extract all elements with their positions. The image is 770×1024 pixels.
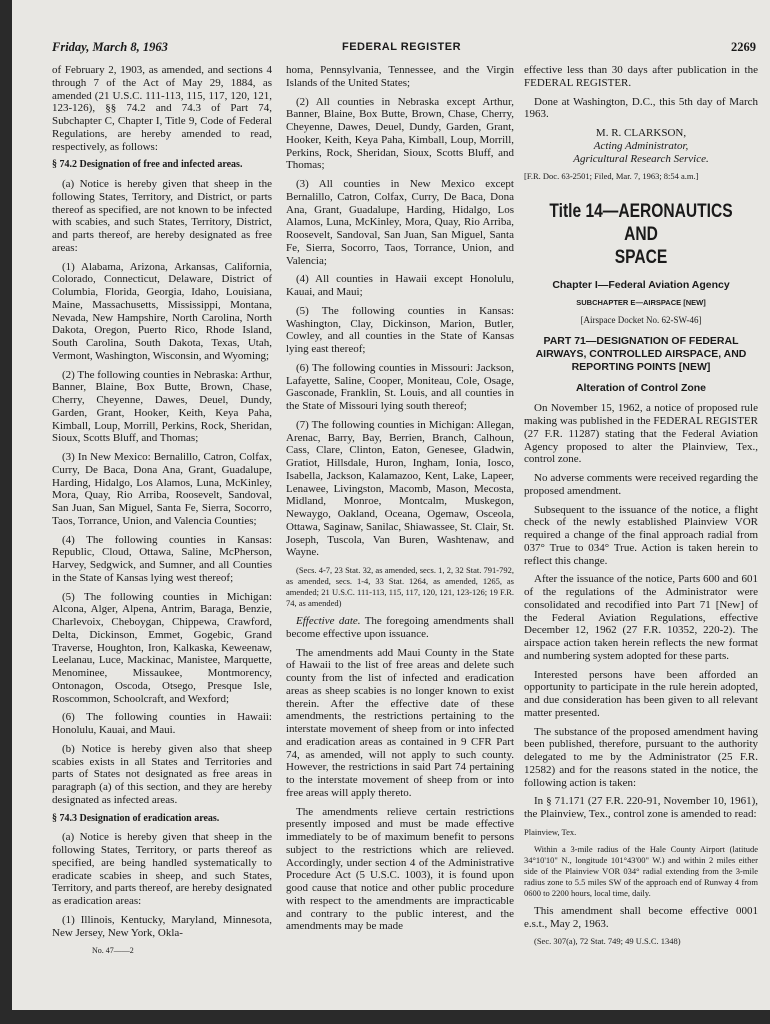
signature-title-2: Agricultural Research Service. bbox=[573, 152, 709, 165]
paragraph: (a) Notice is hereby given that sheep in the following States, Territory, and District, or parts thereof as specified, are not known to be infected with scabies, and such States, Territory, District, and parts thereof, are hereby designated as free areas: bbox=[52, 178, 272, 254]
paragraph: In § 71.171 (27 F.R. 220-91, November 10, 1961), the Plainview, Tex., control zone is amended to read: bbox=[524, 795, 758, 820]
paragraph: (7) The following counties in Michigan: Allegan, Arenac, Barry, Bay, Berrien, Branch, Calhoun, Cass, Clare, Clinton, Eaton, Genesee, Gladwin, Gratiot, Hillsdale, Huron, Ingham, Ionia, Iosco, Isabella, Jackson, Kalamazoo, Kent, Lake, Lapeer, Lenawee, Livingston, Macomb, Mason, Mecosta, Midland, Monroe, Montcalm, Muskegon, Newaygo, Oakland, Oceana, Ogemaw, Osceola, Ottawa, Saginaw, Sanilac, Shiawassee, St. Clair, St. Joseph, Tuscola, Van Buren, Washtenaw, and Wayne. bbox=[286, 418, 514, 559]
paragraph: (1) Alabama, Arizona, Arkansas, California, Colorado, Connecticut, Delaware, District of Columbia, Florida, Georgia, Idaho, Louisiana, Maine, Massachusetts, Mississippi, Montana, Nevada, New Hampshire, North Carolina, North Dakota, Oregon, Puerto Rico, Rhode Island, South Carolina, South Dakota, Texas, Utah, Vermont, Washington, Wisconsin, and Wyoming; bbox=[52, 260, 272, 362]
page-footer-number: No. 47——2 bbox=[92, 946, 134, 956]
paragraph: homa, Pennsylvania, Tennessee, and the Virgin Islands of the United States; bbox=[286, 64, 514, 89]
page-header bbox=[52, 40, 756, 56]
signature-name: M. R. CLARKSON, bbox=[595, 127, 687, 139]
paragraph: effective less than 30 days after publication in the FEDERAL REGISTER. bbox=[524, 64, 758, 89]
document-page bbox=[12, 0, 770, 1010]
paragraph: Interested persons have been afforded an opportunity to participate in the rule herein adopted, and due consideration has been given to all relevant matter presented. bbox=[524, 668, 758, 719]
paragraph: of February 2, 1903, as amended, and sections 4 through 7 of the Act of May 29, 1884, as amended (21 U.S.C. 111-113, 115, 117, 120, 121, 123-126), §§ 74.2 and 74.3 of Part 74, Subchapter C, Chapter I, Title 9, Code of Federal Regulations, are hereby amended to read, respectively, as follows: bbox=[52, 64, 272, 153]
paragraph: Subsequent to the issuance of the notice, a flight check of the newly established Plainview VOR required a change of the final approach radial from 037° True to 034° True. Action is taken herein to reflect this change. bbox=[524, 503, 758, 567]
title-14-line-1: Title 14—AERONAUTICS AND bbox=[549, 201, 733, 246]
effective-date-paragraph bbox=[286, 615, 514, 641]
paragraph: The amendments relieve certain restrictions presently imposed and must be made effective immediately to be of maximum benefit to persons subject to the restrictions which are relieved. Accordingly, under section 4 of the Administrative Procedure Act (5 U.S.C. 1003), it is found upon good cause that notice and other public procedure with respect to the amendments are impracticable and contrary to the public interest, and the amendments may be made bbox=[286, 805, 514, 933]
paragraph: (5) The following counties in Michigan: Alcona, Alger, Alpena, Antrim, Baraga, Benzie, Charlevoix, Cheboygan, Chippewa, Crawford, Delta, Dickinson, Emmet, Gogebic, Grand Traverse, Houghton, Iron, Kalkaska, Keweenaw, Leelanau, Luce, Mackinac, Manistee, Marquette, Menominee, Missaukee, Montmorency, Ontonagon, Oscoda, Otsego, Presque Isle, Roscommon, Schoolcraft, and Wexford; bbox=[52, 590, 272, 705]
title-14-heading bbox=[545, 200, 737, 269]
effective-date-label: Effective date. bbox=[296, 615, 361, 627]
paragraph: (a) Notice is hereby given that sheep in the following States, Territory, or parts thereof as specified, are being handled systematically to eradicate scabies in sheep, and such States, Territory, and parts thereof, are hereby designated as eradication areas: bbox=[52, 831, 272, 907]
zone-description: Within a 3-mile radius of the Hale County Airport (latitude 34°10'10" N., longitude 101°43'00" W.) and within 2 miles either side of the Plainview VOR 034° radial extending from the 3-mile radius zone to 5.5 miles SW of the approach end of Runway 4 from 0600 to 2200 hours, local time, daily. bbox=[524, 843, 758, 898]
chapter-heading: Chapter I—Federal Aviation Agency bbox=[552, 279, 730, 292]
paragraph: (6) The following counties in Hawaii: Honolulu, Kauai, and Maui. bbox=[52, 711, 272, 736]
header-date: Friday, March 8, 1963 bbox=[52, 40, 168, 54]
paragraph: No adverse comments were received regarding the proposed amendment. bbox=[524, 472, 758, 497]
title-14-line-2: SPACE bbox=[614, 247, 668, 269]
paragraph: (3) In New Mexico: Bernalillo, Catron, Colfax, Curry, De Baca, Dona Ana, Grant, Guadalupe, Harding, Hidalgo, Los Alamos, Luna, McKinley, Mora, Quay, Rio Arriba, Roosevelt, Sandoval, San Juan, San Miguel, Santa Fe, Sierra, Socorro, Taos, Torrance, Union, and Valencia Counties; bbox=[52, 451, 272, 527]
paragraph: (2) All counties in Nebraska except Arthur, Banner, Blaine, Box Butte, Brown, Chase, Cherry, Cheyenne, Dawes, Deuel, Dundy, Garden, Grant, Hooker, Keith, Keya Paha, Kimball, Loup, Morrill, Perkins, Rock, Sheridan, Sioux, Scotts Bluff, and Thomas; bbox=[286, 95, 514, 172]
part-71-heading: PART 71—DESIGNATION OF FEDERAL AIRWAYS, CONTROLLED AIRSPACE, AND REPORTING POINTS [NEW] bbox=[535, 334, 747, 373]
paragraph: (5) The following counties in Kansas: Washington, Clay, Dickinson, Marion, Butler, Cowley, and all counties in the State of Kansas lying east thereof; bbox=[286, 304, 514, 355]
column-1 bbox=[52, 64, 272, 994]
paragraph: (3) All counties in New Mexico except Bernalillo, Catron, Colfax, Curry, De Baca, Dona Ana, Grant, Guadalupe, Harding, Hidalgo, Los Alamos, Luna, McKinley, Mora, Quay, Rio Arriba, Roosevelt, Sandoval, San Juan, San Miguel, Santa Fe, Sierra, Socorro, Taos, Torrance, Union, and Valencia; bbox=[286, 178, 514, 267]
paragraph: (4) All counties in Hawaii except Honolulu, Kauai, and Maui; bbox=[286, 273, 514, 298]
paragraph: (4) The following counties in Kansas: Republic, Cloud, Ottawa, Saline, McPherson, Harvey, Sedgwick, and Sumner, and all Counties in the State of Kansas lying west thereof; bbox=[52, 533, 272, 584]
paragraph: This amendment shall become effective 0001 e.s.t., May 2, 1963. bbox=[524, 904, 758, 930]
section-heading-74-3: § 74.3 Designation of eradication areas. bbox=[52, 812, 220, 824]
docket-number: [Airspace Docket No. 62-SW-46] bbox=[580, 314, 702, 325]
column-3 bbox=[524, 64, 758, 994]
header-publication: FEDERAL REGISTER bbox=[342, 41, 462, 53]
paragraph: After the issuance of the notice, Parts 600 and 601 of the regulations of the Administrator were consolidated and recodified into Part 71 [New] of the Federal Aviation Regulations, effective December 12, 1962 (27 F.R. 10352, 220-2). The airspace action taken herein reflects the new format and numbering system adopted for these parts. bbox=[524, 573, 758, 662]
paragraph: Done at Washington, D.C., this 5th day of March 1963. bbox=[524, 95, 758, 121]
subchapter-heading: SUBCHAPTER E—AIRSPACE [NEW] bbox=[576, 298, 706, 307]
paragraph: (1) Illinois, Kentucky, Maryland, Minnesota, New Jersey, New York, Okla- bbox=[52, 913, 272, 939]
paragraph: (b) Notice is hereby given also that sheep scabies exists in all States and Territories and parts of States not designated as free areas in paragraph (a) of this section, and they are hereby designated as infected areas. bbox=[52, 742, 272, 806]
section-heading-74-2: § 74.2 Designation of free and infected areas. bbox=[52, 159, 243, 171]
alteration-heading: Alteration of Control Zone bbox=[575, 381, 707, 394]
zone-name: Plainview, Tex. bbox=[524, 826, 577, 837]
paragraph: (2) The following counties in Nebraska: Arthur, Banner, Blaine, Box Butte, Brown, Chase, Cherry, Cheyenne, Dawes, Deuel, Dundy, Garden, Grant, Hooker, Keith, Keya Paha, Kimball, Loup, Morrill, Perkins, Rock, Sheridan, Sioux, Scotts Bluff, and Thomas; bbox=[52, 368, 272, 445]
signature-title-1: Acting Administrator, bbox=[593, 139, 689, 152]
header-page-number: 2269 bbox=[731, 40, 756, 54]
signature-title bbox=[524, 140, 758, 166]
statutory-citation: (Secs. 4-7, 23 Stat. 32, as amended, secs. 1, 2, 32 Stat. 791-792, as amended, secs. 1-4, 33 Stat. 1264, as amended, 1265, as amended; 21 U.S.C. 111-113, 115, 117, 120, 121, 123-126; 19 F.R. 74, as amended) bbox=[286, 565, 514, 608]
paragraph: The amendments add Maui County in the State of Hawaii to the list of free areas and delete such county from the list of infected and eradication areas as sheep scabies is no longer known to exist therein. After the effective date of these amendments, the restrictions pertaining to the interstate movement of sheep from or into infected and eradication areas as contained in 9 CFR Part 74, as amended, will not apply to such county. However, the restrictions in said Part 74 pertaining to the interstate movement of sheep from or into free areas will apply thereto. bbox=[286, 646, 514, 799]
paragraph: The substance of the proposed amendment having been published, therefore, pursuant to the authority delegated to me by the Administrator (25 F.R. 12582) and for the reasons stated in the notice, the following action is taken: bbox=[524, 725, 758, 789]
paragraph: (6) The following counties in Missouri: Jackson, Lafayette, Saline, Cooper, Moniteau, Cole, Osage, Gasconade, Franklin, St. Louis, and all counties in the State of Missouri lying south thereof; bbox=[286, 361, 514, 412]
effective-date-text: The foregoing amendments shall become effective upon issuance. bbox=[286, 615, 514, 640]
fr-doc-note: [F.R. Doc. 63-2501; Filed, Mar. 7, 1963; 8:54 a.m.] bbox=[524, 171, 699, 182]
statutory-citation: (Sec. 307(a), 72 Stat. 749; 49 U.S.C. 1348) bbox=[534, 936, 681, 947]
paragraph: On November 15, 1962, a notice of proposed rule making was published in the FEDERAL REGISTER (27 F.R. 11287) stating that the Federal Aviation Agency proposed to alter the Plainview, Tex., control zone. bbox=[524, 402, 758, 466]
column-2 bbox=[286, 64, 514, 994]
